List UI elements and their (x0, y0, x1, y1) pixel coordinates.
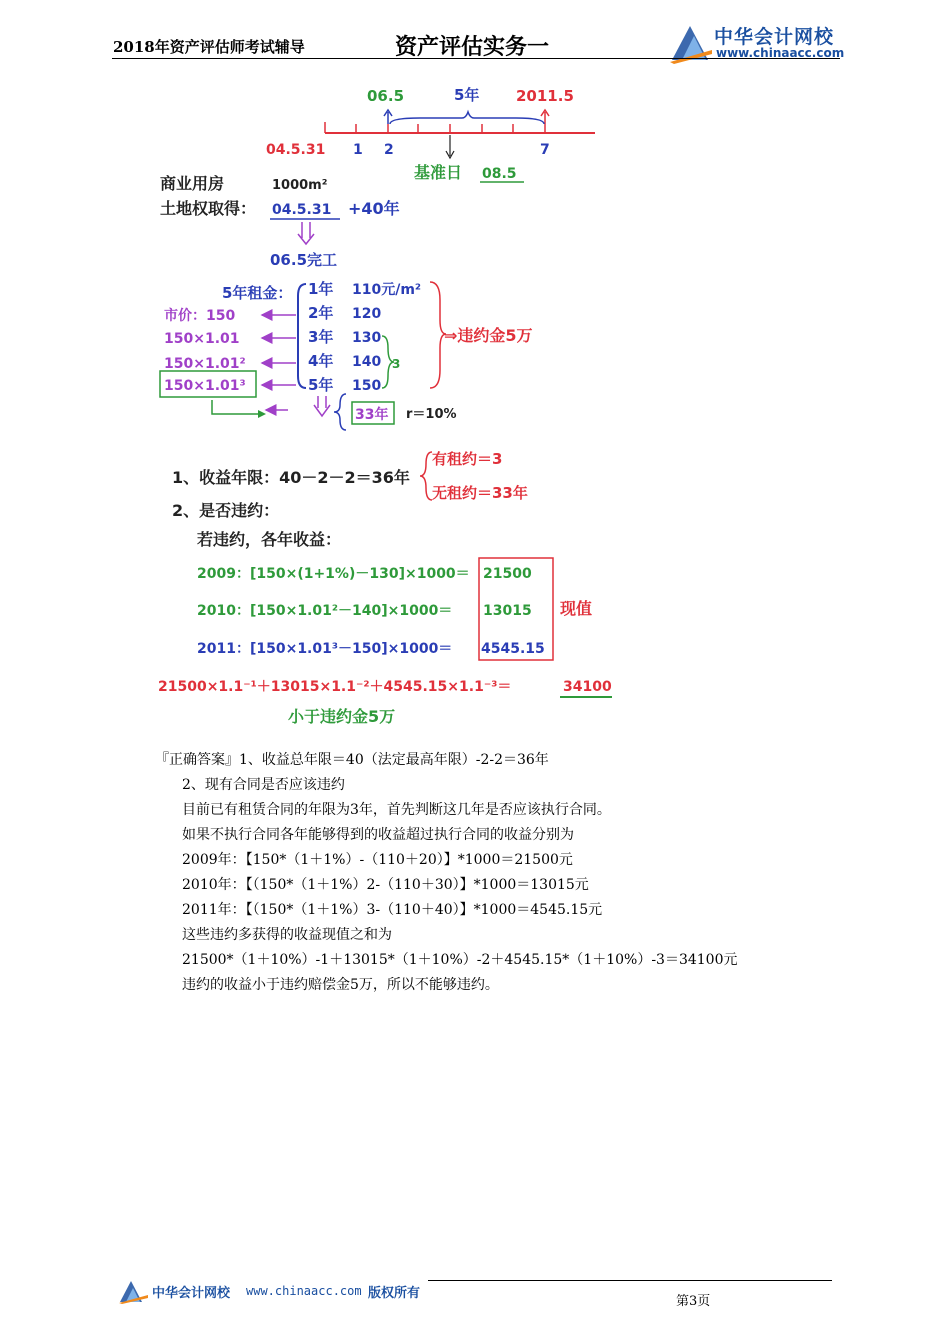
header-left-title: 2018年资产评估师考试辅导 (113, 38, 305, 56)
lease-split-brace (420, 452, 432, 500)
rent-table (222, 280, 533, 430)
footer-logo-icon (118, 1278, 150, 1304)
remaining-term: 33年 (355, 407, 389, 423)
answer-line: 目前已有租赁合同的年限为3年，首先判断这几年是否应该执行合同。 (182, 802, 611, 818)
answer-line: 『正确答案』1、收益总年限＝40（法定最高年限）-2-2＝36年 (155, 752, 549, 768)
income-2009-value: 21500 (483, 566, 532, 582)
land-right-term: +40年 (348, 199, 400, 218)
pv-sum-result: 34100 (563, 679, 612, 695)
answer-section (155, 748, 738, 998)
discount-rate: r＝10% (406, 407, 457, 422)
without-lease-years: 无租约＝33年 (432, 484, 528, 502)
rent-year-3: 3年 (308, 328, 334, 346)
answer-line: 2、现有合同是否应该违约 (182, 777, 345, 793)
market-rows (164, 307, 296, 394)
timeline-end-label: 2011.5 (516, 87, 574, 105)
answer-line: 2009年：【150*（1＋1%）-（110＋20）】*1000＝21500元 (182, 852, 573, 868)
with-lease-years: 有租约＝3 (432, 450, 503, 468)
answer-line: 2010年：【（150*（1＋1%）2-（110＋30）】*1000＝13015元 (182, 877, 589, 893)
base-date-label: 基准日 (414, 163, 463, 182)
base-date-arrow-icon (446, 135, 454, 158)
rent-value-3: 130 (352, 330, 382, 346)
market-price-3: 150×1.01 (164, 331, 240, 347)
rent-year-5: 5年 (308, 376, 334, 394)
rent-left-bracket (298, 284, 306, 388)
completion-date: 06.5完工 (270, 251, 338, 269)
remaining-brace (334, 394, 346, 430)
rent-title: 5年租金： (222, 284, 293, 302)
market-year5-connector (212, 400, 258, 414)
rent-value-2: 120 (352, 306, 382, 322)
header-logo-url: www.chinaacc.com (716, 46, 845, 60)
timeline-tick-1: 1 (353, 142, 363, 158)
footer-brand: 中华会计网校 (152, 1286, 231, 1301)
rent-rows (308, 280, 421, 394)
timeline (266, 86, 595, 182)
income-2009-formula: 2009：[150×(1+1%)－130]×1000＝ (197, 566, 470, 582)
conclusion: 小于违约金5万 (288, 707, 396, 726)
remaining-arrow-icon (314, 396, 330, 416)
rent-year-1: 1年 (308, 280, 334, 298)
completion-arrow-icon (298, 222, 314, 244)
timeline-ticks (325, 122, 545, 133)
page-number: 第3页 (676, 1294, 711, 1309)
income-2011-value: 4545.15 (481, 641, 545, 657)
analysis (158, 450, 612, 726)
present-value-label: 现值 (560, 599, 593, 618)
market-price-2: 市价：150 (164, 308, 236, 324)
connector-arrow-icon (258, 410, 266, 418)
property-info (160, 174, 400, 269)
answer-line: 如果不执行合同各年能够得到的收益超过执行合同的收益分别为 (182, 827, 574, 843)
answer-line: 这些违约多获得的收益现值之和为 (182, 927, 392, 943)
span-brace-icon (390, 112, 544, 124)
land-right-label: 土地权取得： (160, 199, 257, 218)
property-area: 1000m² (272, 178, 328, 193)
base-date-value: 08.5 (482, 166, 517, 182)
income-2011-formula: 2011：[150×1.01³－150]×1000＝ (197, 641, 453, 657)
pv-sum-formula: 21500×1.1⁻¹＋13015×1.1⁻²＋4545.15×1.1⁻³＝ (158, 679, 512, 695)
rent-year-4: 4年 (308, 352, 334, 370)
answer-line: 2011年：【（150*（1＋1%）3-（110＋40）】*1000＝4545.15元 (182, 902, 603, 918)
footer-rule (428, 1280, 832, 1281)
timeline-span-label: 5年 (454, 86, 480, 104)
timeline-origin-label: 04.5.31 (266, 142, 326, 158)
income-2010-formula: 2010：[150×1.01²－140]×1000＝ (197, 603, 453, 619)
market-price-5: 150×1.01³ (164, 378, 246, 394)
rent-value-5: 150 (352, 378, 382, 394)
timeline-tick-7: 7 (540, 142, 550, 158)
rent-year-2: 2年 (308, 304, 334, 322)
market-price-4: 150×1.01² (164, 356, 246, 372)
income-2010-value: 13015 (483, 603, 532, 619)
timeline-tick-2: 2 (384, 142, 394, 158)
lease-remaining-years: 3 (392, 357, 401, 371)
footer-copyright: 版权所有 (368, 1286, 421, 1301)
analysis-subtitle: 若违约，各年收益： (197, 530, 342, 549)
rent-value-1: 110元/m² (352, 282, 422, 298)
timeline-start-label: 06.5 (367, 87, 405, 105)
answer-line: 违约的收益小于违约赔偿金5万，所以不能够违约。 (182, 977, 499, 993)
penalty-amount: ⇒违约金5万 (444, 326, 533, 345)
land-right-date: 04.5.31 (272, 202, 332, 218)
property-type: 商业用房 (160, 174, 225, 193)
rent-value-4: 140 (352, 354, 382, 370)
answer-line: 21500*（1＋10%）-1＋13015*（1＋10%）-2＋4545.15*（1＋10%）-3＝34100元 (182, 952, 738, 968)
analysis-item-1: 1、收益年限：40－2－2＝36年 (172, 468, 410, 487)
header-logo-name: 中华会计网校 (714, 26, 835, 48)
analysis-item-2: 2、是否违约： (172, 501, 280, 520)
market-prices (160, 307, 296, 418)
footer-url: www.chinaacc.com (246, 1284, 362, 1298)
header-center-title: 资产评估实务一 (395, 34, 550, 60)
